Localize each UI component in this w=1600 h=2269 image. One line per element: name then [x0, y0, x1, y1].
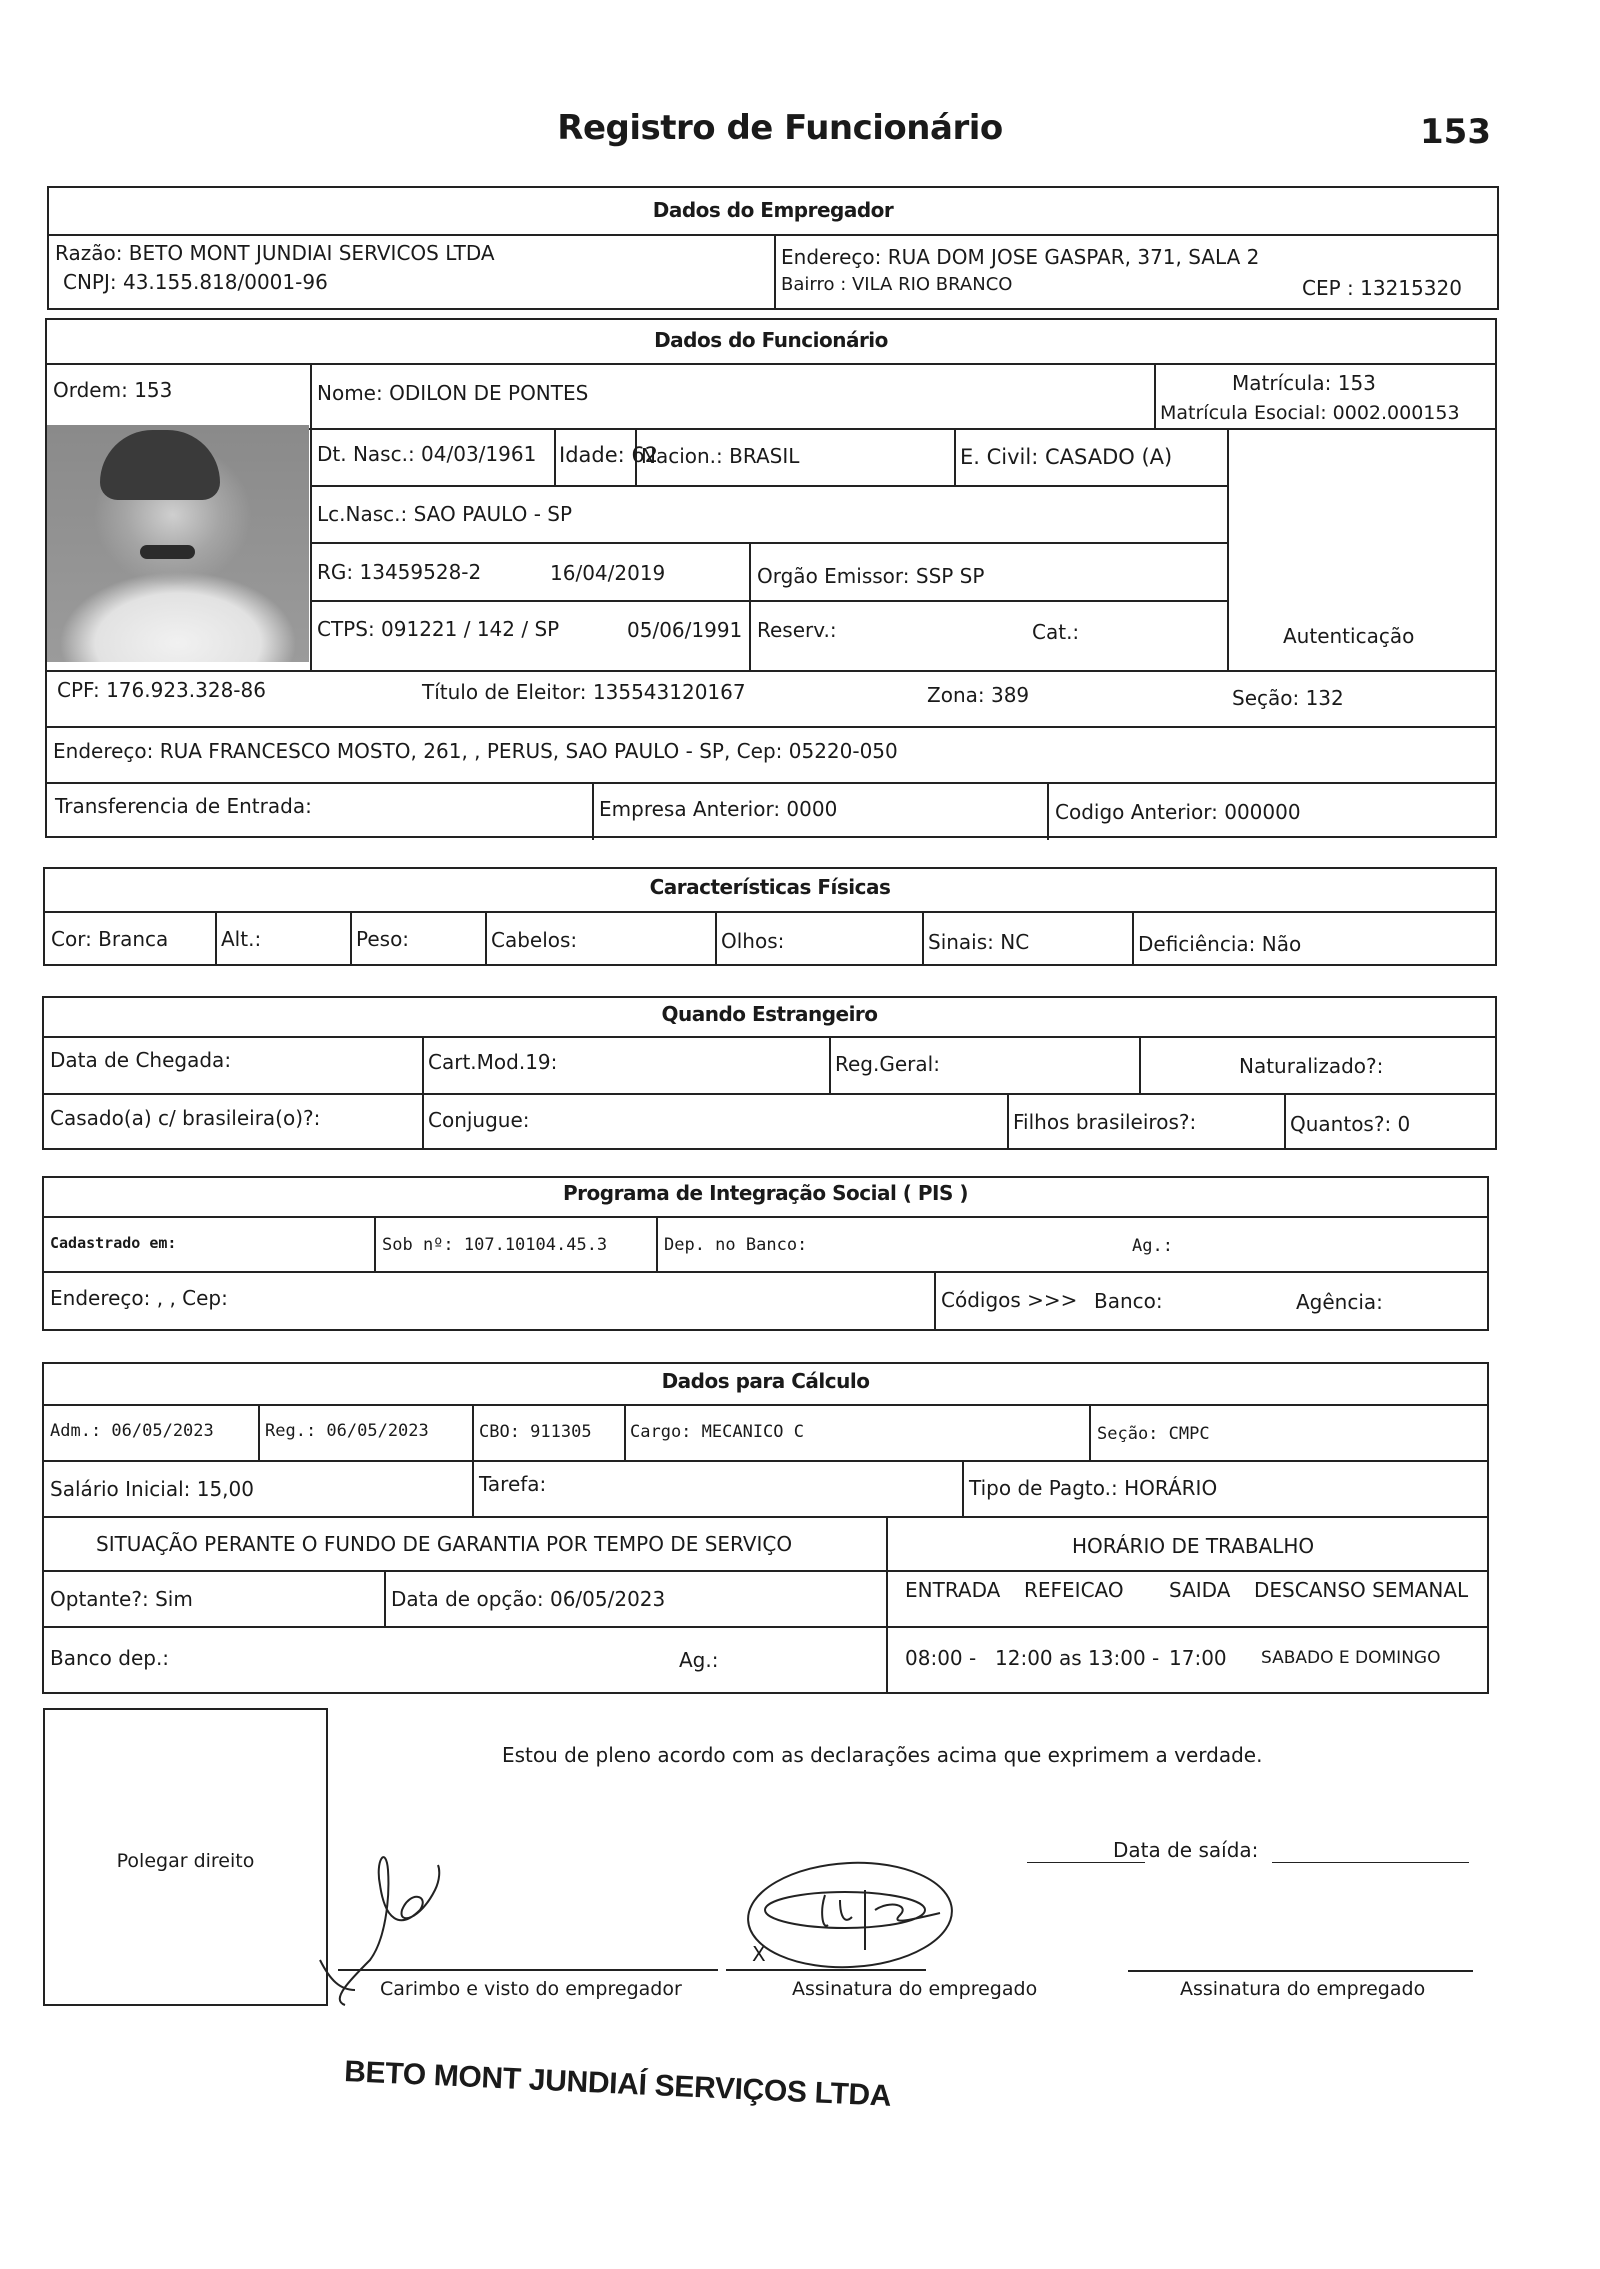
- employee-name: Nome: ODILON DE PONTES: [317, 381, 589, 405]
- fgts-bank-deposit: Banco dep.:: [50, 1646, 170, 1670]
- employee-photo: [47, 425, 309, 662]
- schedule-header-descanso: DESCANSO SEMANAL: [1254, 1578, 1469, 1602]
- declaration-text: Estou de pleno acordo com as declarações acima que exprimem a verdade.: [502, 1743, 1263, 1767]
- employee-previous-company: Empresa Anterior: 0000: [599, 797, 838, 821]
- foreigner-arrival-date: Data de Chegada:: [50, 1048, 232, 1072]
- work-schedule-title: HORÁRIO DE TRABALHO: [1072, 1534, 1315, 1558]
- physical-eyes: Olhos:: [721, 929, 785, 953]
- pis-address: Endereço: , , Cep:: [50, 1286, 228, 1310]
- employee-signature: [740, 1855, 1000, 1985]
- thumbprint-label: Polegar direito: [116, 1850, 255, 1872]
- employee-cat: Cat.:: [1032, 620, 1080, 644]
- employee-ctps-date: 05/06/1991: [627, 618, 743, 642]
- employee-previous-code: Codigo Anterior: 000000: [1055, 800, 1301, 824]
- calc-department: Seção: CMPC: [1097, 1424, 1210, 1444]
- physical-height: Alt.:: [221, 927, 262, 951]
- physical-section: [43, 867, 1497, 966]
- employee-nationality: Nacion.: BRASIL: [641, 444, 800, 468]
- employee-ctps: CTPS: 091221 / 142 / SP: [317, 617, 560, 641]
- physical-hair: Cabelos:: [491, 928, 578, 952]
- physical-weight: Peso:: [356, 927, 410, 951]
- employee-birthplace: Lc.Nasc.: SAO PAULO - SP: [317, 502, 573, 526]
- employee-transfer: Transferencia de Entrada:: [55, 794, 312, 818]
- employee-matricula-esocial: Matrícula Esocial: 0002.000153: [1160, 402, 1460, 424]
- schedule-header-saida: SAIDA: [1169, 1578, 1231, 1602]
- calc-admission-date: Adm.: 06/05/2023: [50, 1421, 214, 1441]
- employee-civil-status: E. Civil: CASADO (A): [960, 445, 1173, 469]
- physical-skin-color: Cor: Branca: [51, 927, 169, 951]
- thumbprint-box: [43, 1708, 328, 2006]
- calc-payment-type: Tipo de Pagto.: HORÁRIO: [969, 1476, 1218, 1500]
- calc-section: [42, 1362, 1489, 1694]
- schedule-refeicao: 12:00 as 13:00 -: [995, 1646, 1160, 1670]
- employer-signature-label: Carimbo e visto do empregador: [380, 1978, 682, 2000]
- physical-marks: Sinais: NC: [928, 930, 1030, 954]
- foreigner-spouse: Conjugue:: [428, 1108, 530, 1132]
- schedule-saida: 17:00: [1169, 1646, 1227, 1670]
- employee-signature-label-2: Assinatura do empregado: [1180, 1978, 1426, 2000]
- physical-section-title: Características Físicas: [649, 875, 891, 899]
- foreigner-reg-geral: Reg.Geral:: [835, 1052, 940, 1076]
- pis-codes-label: Códigos >>>: [941, 1288, 1078, 1312]
- schedule-entrada: 08:00 -: [905, 1646, 977, 1670]
- employee-address: Endereço: RUA FRANCESCO MOSTO, 261, , PERUS, SAO PAULO - SP, Cep: 05220-050: [53, 739, 898, 763]
- employee-rg-issuer: Orgão Emissor: SSP SP: [757, 564, 985, 588]
- fgts-title: SITUAÇÃO PERANTE O FUNDO DE GARANTIA POR TEMPO DE SERVIÇO: [96, 1532, 793, 1556]
- exit-date-label: Data de saída:: [1113, 1838, 1259, 1862]
- authentication-label: Autenticação: [1283, 624, 1415, 648]
- calc-registration-date: Reg.: 06/05/2023: [265, 1421, 429, 1441]
- schedule-header-refeicao: REFEICAO: [1024, 1578, 1124, 1602]
- employee-rg: RG: 13459528-2: [317, 560, 482, 584]
- employer-cnpj: CNPJ: 43.155.818/0001-96: [63, 270, 328, 294]
- foreigner-children-count: Quantos?: 0: [1290, 1112, 1411, 1136]
- pis-agency: Ag.:: [1132, 1236, 1173, 1256]
- fgts-option-date: Data de opção: 06/05/2023: [391, 1587, 666, 1611]
- employee-age: Idade: 62: [559, 443, 659, 467]
- pis-bank-deposit: Dep. no Banco:: [664, 1235, 808, 1255]
- employer-section-title: Dados do Empregador: [652, 198, 894, 222]
- employee-signature-line-1: [726, 1969, 926, 1971]
- pis-registered-on: Cadastrado em:: [50, 1234, 177, 1252]
- exit-date-line: [1027, 1862, 1145, 1863]
- employer-signature-line: [338, 1969, 718, 1971]
- x-mark: X: [752, 1942, 766, 1966]
- employee-ordem: Ordem: 153: [53, 378, 173, 402]
- employer-address: Endereço: RUA DOM JOSE GASPAR, 371, SALA 2: [781, 245, 1260, 269]
- employee-reserv: Reserv.:: [757, 618, 837, 642]
- foreigner-married-brazilian: Casado(a) c/ brasileira(o)?:: [50, 1106, 321, 1130]
- physical-disability: Deficiência: Não: [1138, 932, 1302, 956]
- employee-voter-id: Título de Eleitor: 135543120167: [422, 680, 746, 704]
- page-number: 153: [1420, 112, 1491, 152]
- foreigner-naturalized: Naturalizado?:: [1239, 1054, 1384, 1078]
- exit-date-field[interactable]: [1272, 1862, 1469, 1863]
- employee-section-number: Seção: 132: [1232, 686, 1344, 710]
- employer-razao: Razão: BETO MONT JUNDIAI SERVICOS LTDA: [55, 241, 495, 265]
- calc-job-title: Cargo: MECANICO C: [630, 1422, 804, 1442]
- calc-cbo: CBO: 911305: [479, 1422, 592, 1442]
- schedule-header-entrada: ENTRADA: [905, 1578, 1001, 1602]
- calc-section-title: Dados para Cálculo: [661, 1369, 870, 1393]
- pis-section-title: Programa de Integração Social ( PIS ): [563, 1181, 968, 1205]
- foreigner-section-title: Quando Estrangeiro: [661, 1002, 878, 1026]
- foreigner-brazilian-children: Filhos brasileiros?:: [1013, 1110, 1197, 1134]
- calc-initial-salary: Salário Inicial: 15,00: [50, 1477, 254, 1501]
- calc-task: Tarefa:: [479, 1472, 547, 1496]
- fgts-optant: Optante?: Sim: [50, 1587, 193, 1611]
- pis-section: [42, 1176, 1489, 1331]
- employee-zone: Zona: 389: [927, 683, 1030, 707]
- company-stamp: BETO MONT JUNDIAÍ SERVIÇOS LTDA: [343, 2055, 892, 2113]
- employee-matricula: Matrícula: 153: [1232, 371, 1376, 395]
- foreigner-cart-mod: Cart.Mod.19:: [428, 1050, 558, 1074]
- pis-bank: Banco:: [1094, 1289, 1163, 1313]
- employee-birth-date: Dt. Nasc.: 04/03/1961: [317, 442, 537, 466]
- employer-section: [47, 186, 1499, 310]
- pis-number: Sob nº: 107.10104.45.3: [382, 1235, 608, 1255]
- employee-rg-date: 16/04/2019: [550, 561, 666, 585]
- document-title: Registro de Funcionário: [557, 108, 1003, 148]
- photo-hair: [100, 430, 220, 500]
- schedule-rest-days: SABADO E DOMINGO: [1261, 1648, 1441, 1668]
- foreigner-section: [42, 996, 1497, 1150]
- employer-bairro: Bairro : VILA RIO BRANCO: [781, 274, 1013, 295]
- employee-cpf: CPF: 176.923.328-86: [57, 678, 266, 702]
- pis-branch: Agência:: [1296, 1290, 1383, 1314]
- fgts-agency: Ag.:: [679, 1648, 719, 1672]
- employee-signature-line-2: [1128, 1970, 1473, 1972]
- photo-mustache: [140, 545, 195, 559]
- employer-cep: CEP : 13215320: [1302, 276, 1462, 300]
- employee-section-title: Dados do Funcionário: [654, 328, 888, 352]
- employee-signature-label-1: Assinatura do empregado: [792, 1978, 1038, 2000]
